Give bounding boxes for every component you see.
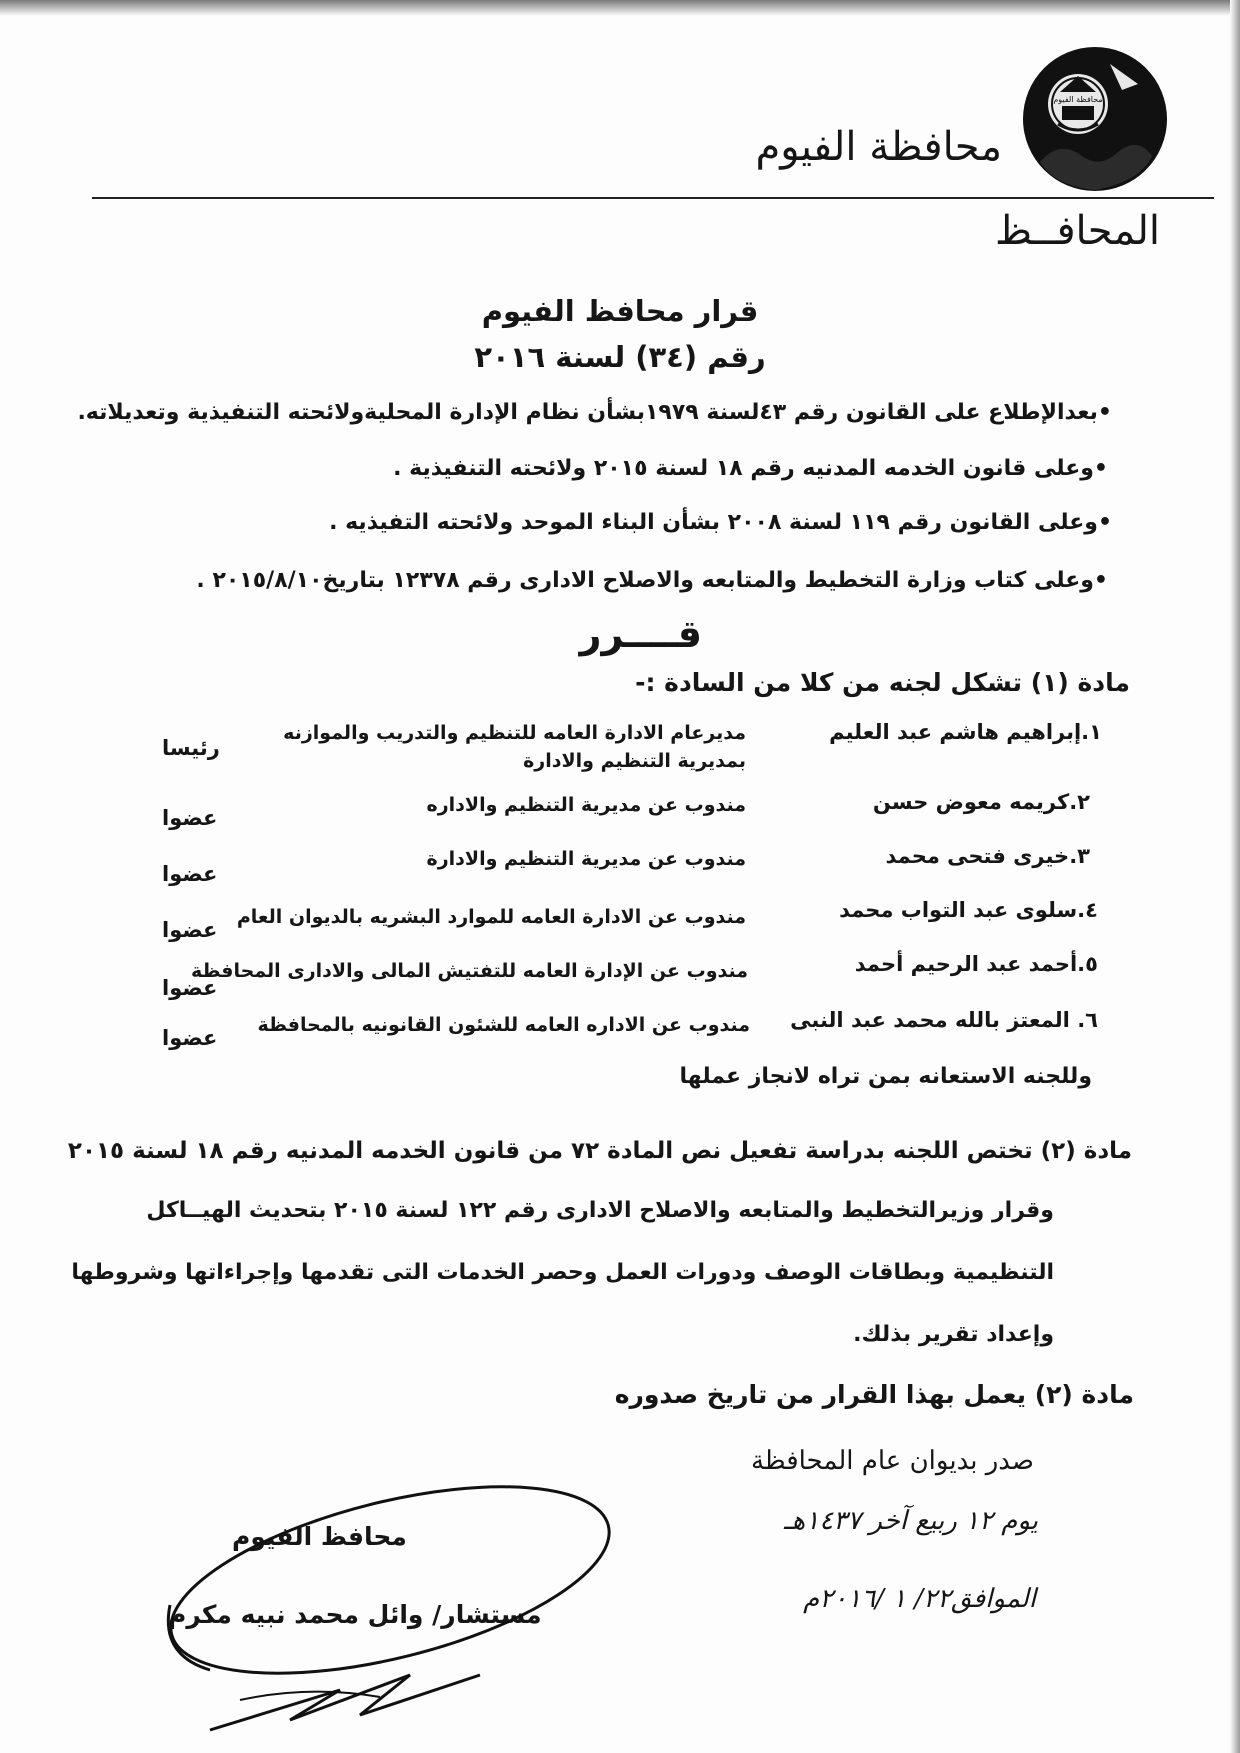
member-role: بمديرية التنظيم والادارة bbox=[523, 750, 746, 772]
member-name: ٢.كريمه معوض حسن bbox=[872, 790, 1090, 814]
member-role: مندوب عن الإدارة العامه للتفتيش المالى والادارى المحافظة bbox=[191, 960, 748, 982]
office-title: المحافــظ bbox=[995, 208, 1160, 254]
article1-heading: مادة (١) تشكل لجنه من كلا من السادة :- bbox=[635, 668, 1130, 697]
decree-title: قرار محافظ الفيوم bbox=[481, 294, 759, 328]
member-status: عضوا bbox=[162, 862, 218, 886]
decided-heading: قــــرر bbox=[579, 612, 702, 656]
member-role: مندوب عن مديرية التنظيم والادارة bbox=[426, 848, 746, 870]
decree-number: رقم (٣٤) لسنة ٢٠١٦ bbox=[474, 340, 766, 374]
article2-line: وإعداد تقرير بذلك. bbox=[853, 1322, 1054, 1347]
preamble-line: •وعلى قانون الخدمه المدنيه رقم ١٨ لسنة ٢٠١٥ ولائحته التنفيذية . bbox=[393, 456, 1108, 481]
member-name: ٦. المعتز بالله محمد عبد النبى bbox=[790, 1008, 1098, 1032]
member-status: رئيسا bbox=[162, 736, 220, 760]
header-divider bbox=[92, 197, 1214, 199]
article2-line: التنظيمية وبطاقات الوصف ودورات العمل وحصر الخدمات التى تقدمها وإجراءاتها وشروطها bbox=[71, 1260, 1054, 1285]
member-role: مديرعام الادارة العامه للتنظيم والتدريب والموازنه bbox=[283, 722, 746, 744]
preamble-line: •بعدالإطلاع على القانون رقم ٤٣لسنة ١٩٧٩بشأن نظام الإدارة المحليةولائحته التنفيذية وتعديلاته. bbox=[77, 400, 1112, 425]
governorate-name: محافظة الفيوم bbox=[755, 124, 1002, 170]
member-role: مندوب عن مديرية التنظيم والاداره bbox=[426, 794, 746, 816]
scan-edge-top bbox=[0, 0, 1240, 16]
article2-line: مادة (٢) تختص اللجنه بدراسة تفعيل نص المادة ٧٢ من قانون الخدمه المدنيه رقم ١٨ لسنة ٢٠١٥ bbox=[67, 1138, 1132, 1164]
handwritten-signature bbox=[150, 1485, 620, 1745]
issued-at: صدر بديوان عام المحافظة bbox=[750, 1446, 1034, 1476]
preamble-line: •وعلى كتاب وزارة التخطيط والمتابعه والاصلاح الادارى رقم ١٢٣٧٨ بتاريخ٢٠١٥/٨/١٠ . bbox=[196, 568, 1108, 593]
article3-text: مادة (٢) يعمل بهذا القرار من تاريخ صدوره bbox=[614, 1380, 1134, 1409]
article1-note: وللجنه الاستعانه بمن تراه لانجاز عملها bbox=[679, 1064, 1092, 1089]
member-name: ٥.أحمد عبد الرحيم أحمد bbox=[854, 952, 1098, 976]
member-name: ١.إبراهيم هاشم عبد العليم bbox=[829, 720, 1102, 744]
member-status: عضوا bbox=[162, 976, 218, 1000]
member-name: ٣.خيرى فتحى محمد bbox=[885, 844, 1090, 868]
member-status: عضوا bbox=[162, 918, 218, 942]
member-status: عضوا bbox=[162, 1026, 218, 1050]
signatory-title: محافظ الفيوم bbox=[232, 1522, 407, 1551]
hijri-date: يوم ١٢ ربيع آخر ١٤٣٧هـ bbox=[783, 1506, 1038, 1536]
member-role: مندوب عن الادارة العامه للموارد البشريه بالديوان العام bbox=[236, 906, 746, 928]
scan-edge-right bbox=[1230, 0, 1240, 1753]
gregorian-date: الموافق٢٢/ ١ /٢٠١٦م bbox=[803, 1584, 1036, 1614]
governorate-seal-icon bbox=[1020, 44, 1170, 194]
seal-text: محافظة الفيوم bbox=[1053, 95, 1103, 104]
member-name: ٤.سلوى عبد التواب محمد bbox=[839, 898, 1098, 922]
member-role: مندوب عن الاداره العامه للشئون القانونيه بالمحافظة bbox=[257, 1014, 750, 1036]
article2-line: وقرار وزيرالتخطيط والمتابعه والاصلاح الادارى رقم ١٢٢ لسنة ٢٠١٥ بتحديث الهيــاكل bbox=[146, 1198, 1054, 1223]
signatory-name: مستشار/ وائل محمد نبيه مكرم bbox=[168, 1600, 542, 1629]
member-status: عضوا bbox=[162, 806, 218, 830]
preamble-line: •وعلى القانون رقم ١١٩ لسنة ٢٠٠٨ بشأن البناء الموحد ولائحته التفيذيه . bbox=[329, 510, 1112, 535]
